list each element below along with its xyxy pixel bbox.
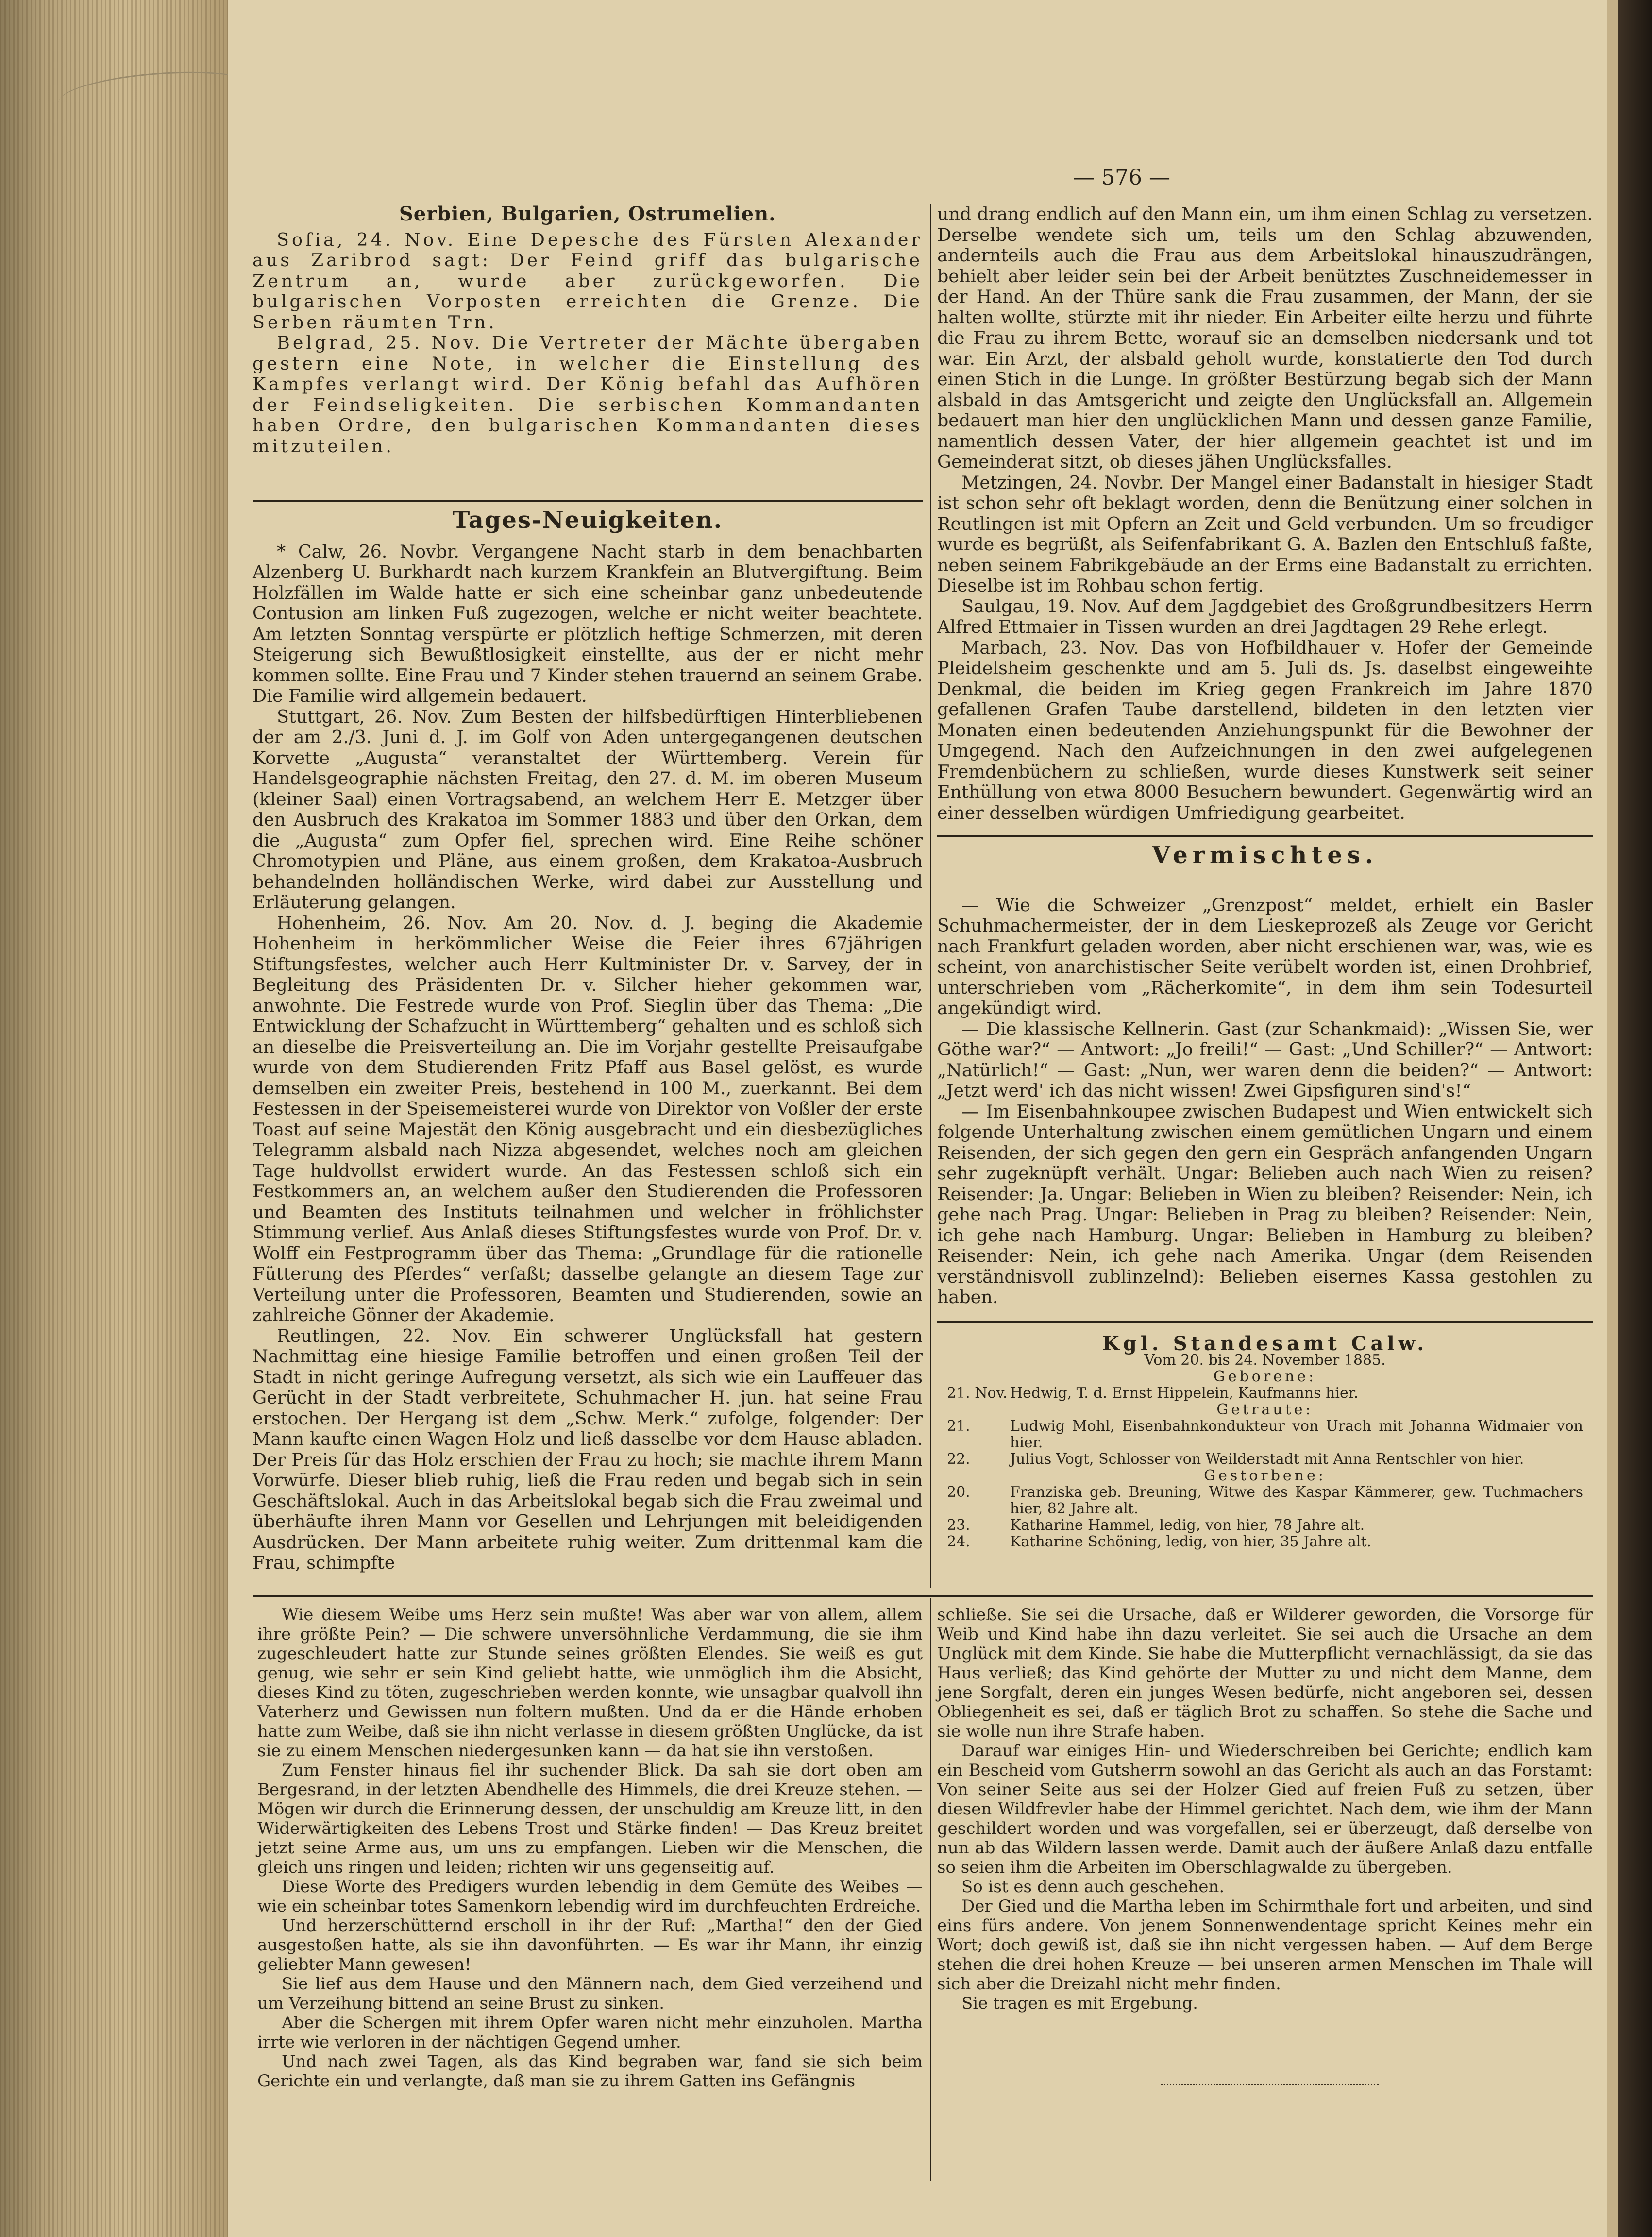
story-paragraph: Wie diesem Weibe ums Herz sein mußte! Was aber war von allem, allem ihre größte Pein? — Die schwere unversöhnliche Verdammung, die sie ihm zugeschleudert hatte zur Stunde seines größten Elendes. Sie weiß es gut genug, wie sehr er sein Kind geliebt hatte, wie unmöglich ihm die Absicht, dieses Kind zu töten, zugeschrieben werden konnte, wie unsagbar qualvoll ihn Vaterherz und Gewissen nun foltern mußten. Und da er die Hände erhoben hatte zum Weibe, daß sie ihn nicht verlasse in diesem größten Unglücke, da ist sie zu einem Menschen niedergesunken kann — da hat sie ihn verstoßen. bbox=[257, 1605, 923, 1761]
article-marbach: Marbach, 23. Nov. Das von Hofbildhauer v. Hofer der Gemeinde Pleidelsheim geschenkte und am 5. Juli ds. Js. daselbst eingeweihte Denkmal, die beiden im Krieg gegen Frankreich im Jahre 1870 gefallenen Grafen Taube darstellend, bildeten in den letzten vier Monaten einen bedeutenden Anziehungspunkt für die Bewohner der Umgegend. Nach den Aufzeichnungen in den zwei aufgelegenen Fremdenbüchern zu schließen, wurde dieses Kunstwerk seit seiner Enthüllung von etwa 8000 Besuchern bewundert. Gegenwärtig wird an einer desselben würdigen Umfriedigung gearbeitet. bbox=[937, 637, 1593, 823]
article-sofia: Sofia, 24. Nov. Eine Depesche des Fürsten Alexander aus Zaribrod sagt: Der Feind griff das bulgarische Zentrum an, wurde aber zurückgeworfen. Die bulgarischen Vorposten erreichten die Grenze. Die Serben räumten Trn. bbox=[253, 229, 923, 333]
heading-serbien: Serbien, Bulgarien, Ostrumelien. bbox=[399, 203, 776, 225]
story-paragraph: Der Gied und die Martha leben im Schirmthale fort und arbeiten, und sind eins fürs andere. Von jenem Sonnenwendentage spricht Keines mehr ein Wort; doch gewiß ist, daß sie ihn nicht vergessen haben. — Auf dem Berge stehen die drei hohen Kreuze — bei unseren armen Menschen im Thale will sich aber die Dreizahl nicht mehr finden. bbox=[937, 1897, 1593, 1994]
article-hohenheim: Hohenheim, 26. Nov. Am 20. Nov. d. J. beging die Akademie Hohenheim in herkömmlicher Weise die Feier ihres 67jährigen Stiftungsfestes, welcher auch Herr Kultminister Dr. v. Sarvey, der in Begleitung des Präsidenten Dr. v. Silcher hieher gekommen war, anwohnte. Die Festrede wurde von Prof. Sieglin über das Thema: „Die Entwicklung der Schafzucht in Württemberg“ gehalten und es schloß sich an dieselbe die Preisverteilung an. Die im Vorjahr gestellte Preisaufgabe wurde von dem Studierenden Fritz Pfaff aus Basel gelöst, es wurde demselben ein zweiter Preis, bestehend in 100 M., zuerkannt. Bei dem Festessen in der Speisemeisterei wurde von Direktor von Voßler der erste Toast auf seine Majestät den König ausgebracht und ein diesbezügliches Telegramm alsbald nach Nizza abgesendet, welches noch am gleichen Tage huldvollst erwidert wurde. An das Festessen schloß sich ein Festkommers an, an welchem außer den Studierenden die Professoren und Beamten des Instituts teilnahmen und welcher in fröhlichster Stimmung verlief. Aus Anlaß dieses Stiftungsfestes wurde von Prof. Dr. v. Wolff ein Festprogramm über das Thema: „Grundlage für die rationelle Fütterung des Pferdes“ verfaßt; dasselbe gelangte an diesem Tage zur Verteilung unter die Professoren, Beamten und Studierenden, sowie an zahlreiche Gönner der Akademie. bbox=[253, 912, 923, 1325]
register-title: Kgl. Standesamt Calw. bbox=[1102, 1332, 1428, 1355]
story-paragraph: Sie lief aus dem Hause und den Männern nach, dem Gied verzeihend und um Verzeihung bittend an seine Brust zu sinken. bbox=[257, 1974, 923, 2013]
rule-right-1 bbox=[937, 835, 1593, 837]
column-divider-top bbox=[930, 204, 931, 1588]
end-ornament bbox=[1161, 2084, 1379, 2085]
right-column-top bbox=[937, 204, 1593, 823]
story-paragraph: Und nach zwei Tagen, als das Kind begraben war, fand sie sich beim Gerichte ein und verlangte, daß man sie zu ihrem Gatten ins Gefängnis bbox=[257, 2052, 923, 2091]
article-calw: * Calw, 26. Novbr. Vergangene Nacht starb in dem benachbarten Alzenberg U. Burkhardt nach kurzem Krankfein an Blutvergiftung. Beim Holzfällen im Walde hatte er sich eine scheinbar ganz unbedeutende Contusion am linken Fuß zugezogen, welche er nicht weiter beachtete. Am letzten Sonntag verspürte er plötzlich heftige Schmerzen, mit deren Steigerung sich Bewußtlosigkeit einstellte, aus der er nicht mehr kommen sollte. Eine Frau und 7 Kinder stehen trauernd an seinem Grabe. Die Familie wird allgemein bedauert. bbox=[253, 541, 923, 706]
register-row: 23. Katharine Hammel, ledig, von hier, 78 Jahre alt. bbox=[947, 1517, 1365, 1534]
feuilleton-right bbox=[937, 1605, 1593, 2013]
story-paragraph: schließe. Sie sei die Ursache, daß er Wilderer geworden, die Vorsorge für Weib und Kind habe ihn dazu verleitet. Sie sei auch die Ursache an dem Unglück mit dem Kinde. Sie habe die Mutterpflicht vernachlässigt, da sie das Haus verließ; das Kind gehörte der Mutter zu und nicht dem Manne, dem jene Sorgfalt, deren ein junges Wesen bedürfe, nicht angeboren sei, dessen Obliegenheit es sei, daß er täglich Brot zu schaffen. So stehe die Sache und sie wolle nun ihre Strafe haben. bbox=[937, 1605, 1593, 1741]
newspaper-page bbox=[228, 0, 1607, 2237]
feuilleton-left bbox=[257, 1605, 923, 2091]
story-paragraph: Sie tragen es mit Ergebung. bbox=[961, 1994, 1198, 2013]
register-row: 20. Franziska geb. Breuning, Witwe des Kaspar Kämmerer, gew. Tuchmachers hier, 82 Jahre alt. bbox=[947, 1484, 1583, 1517]
rule-feuilleton bbox=[253, 1595, 1593, 1597]
article-belgrad: Belgrad, 25. Nov. Die Vertreter der Mächte übergaben gestern eine Note, in welcher die Einstellung des Kampfes verlangt wird. Der König befahl das Aufhören der Feindseligkeiten. Die serbischen Kommandanten haben Ordre, den bulgarischen Kommandanten dieses mitzuteilen. bbox=[253, 332, 923, 457]
article-reutlingen-cont: und drang endlich auf den Mann ein, um ihm einen Schlag zu versetzen. Derselbe wendete sich um, teils um den Schlag abzuwenden, andernteils auch die Frau aus dem Arbeitslokal hinauszudrängen, behielt aber leider sein bei der Arbeit benütztes Zuschneidemesser in der Hand. An der Thüre sank die Frau zusammen, der Mann, der sie halten wollte, stürzte mit ihr nieder. Ein Arbeiter eilte herzu und führte die Frau zu ihrem Bette, worauf sie an demselben niedersank und tot war. Ein Arzt, der alsbald geholt wurde, konstatierte den Tod durch einen Stich in die Lunge. In größter Bestürzung begab sich der Mann alsbald in das Amtsgericht und zeigte den Unglücksfall an. Allgemein bedauert man hier den unglücklichen Mann und dessen ganze Familie, namentlich dessen Vater, der hier allgemein geachtet ist und im Gemeinderat sitzt, ob dieses jähen Unglücksfalles. bbox=[937, 203, 1593, 472]
story-paragraph: Zum Fenster hinaus fiel ihr suchender Blick. Da sah sie dort oben am Bergesrand, in der letzten Abendhelle des Himmels, die drei Kreuze stehen. — Mögen wir durch die Erinnerung dessen, der unschuldig am Kreuze litt, in den Widerwärtigkeiten des Lebens Trost und Stärke finden! — Das Kreuz breitet jetzt seine Arme aus, um uns zu empfangen. Lieben wir die Menschen, die gleich uns ringen und leiden; richten wir uns gegenseitig auf. bbox=[257, 1761, 923, 1877]
right-column-misc bbox=[937, 842, 1593, 1308]
rule-right-2 bbox=[937, 1321, 1593, 1323]
article-reutlingen: Reutlingen, 22. Nov. Ein schwerer Unglücksfall hat gestern Nachmittag eine hiesige Familie betroffen und einen großen Teil der Stadt in nicht geringe Aufregung versetzt, als sich wie ein Lauffeuer das Gerücht in der Stadt verbreitete, Schuhmacher H. jun. hat seine Frau erstochen. Der Hergang ist dem „Schw. Merk.“ zufolge, folgender: Der Mann kaufte einen Wagen Holz und ließ dasselbe vor dem Hause abladen. Der Preis für das Holz erschien der Frau zu hoch; sie machte ihrem Mann Vorwürfe. Dieser blieb ruhig, ließ die Frau reden und begab sich in sein Geschäftslokal. Auch in das Arbeitslokal begab sich die Frau zweimal und überhäufte ihren Mann vor Gesellen und Lehrjungen mit beleidigenden Ausdrücken. Der Mann arbeitete ruhig weiter. Zum drittenmal kam die Frau, schimpfte bbox=[253, 1325, 923, 1573]
misc-grenzpost: — Wie die Schweizer „Grenzpost“ meldet, erhielt ein Basler Schuhmachermeister, der in dem Lieskeprozeß als Zeuge vor Gericht nach Frankfurt geladen worden, aber nicht erschienen war, was, wie es scheint, von anarchistischer Seite verübelt worden ist, einen Drohbrief, unterschrieben vom „Rächerkomite“, in dem ihm sein Todesurteil angekündigt wird. bbox=[937, 894, 1593, 1018]
article-metzingen: Metzingen, 24. Novbr. Der Mangel einer Badanstalt in hiesiger Stadt ist schon sehr oft beklagt worden, denn die Benützung einer solchen in Reutlingen ist mit Opfern an Zeit und Geld verbunden. Um so freudiger wurde es begrüßt, als Seifenfabrikant G. A. Bazlen den Entschluß faßte, neben seinem Fabrikgebäude an der Erms eine Badanstalt zu errichten. Dieselbe ist im Rohbau schon fertig. bbox=[937, 472, 1593, 596]
next-page-edge bbox=[1607, 0, 1618, 2237]
left-column-news bbox=[253, 507, 923, 1574]
register-row: 21. Nov. Hedwig, T. d. Ernst Hippelein, Kaufmanns hier. bbox=[947, 1385, 1359, 1402]
article-stuttgart: Stuttgart, 26. Nov. Zum Besten der hilfsbedürftigen Hinterbliebenen der am 2./3. Juni d. J. im Golf von Aden untergegangenen deutschen Korvette „Augusta“ veranstaltet der Württemberg. Verein für Handelsgeographie nächsten Freitag, den 27. d. M. im oberen Museum (kleiner Saal) einen Vortragsabend, an welchem Herr E. Metzger über den Ausbruch des Krakatoa im Sommer 1883 und über den Orkan, dem die „Augusta“ zum Opfer fiel, sprechen wird. Eine Reihe schöner Chromotypien und Pläne, aus einem großen, dem Krakatoa-Ausbruch behandelnden holländischen Werke, wird dabei zur Ausstellung und Erläuterung gelangen. bbox=[253, 706, 923, 913]
heading-vermischtes: Vermischtes. bbox=[1152, 842, 1378, 869]
misc-eisenbahn: — Im Eisenbahnkoupee zwischen Budapest und Wien entwickelt sich folgende Unterhaltung zwischen einem gemütlichen Ungarn und einem Reisenden, der sich gegen den gern ein Gespräch anfangenden Ungarn sehr zugeknüpft verhält. Ungar: Belieben auch nach Wien zu reisen? Reisender: Ja. Ungar: Belieben in Wien zu bleiben? Reisender: Nein, ich gehe nach Prag. Ungar: Belieben in Prag zu bleiben? Reisender: Nein, ich gehe nach Hamburg. Ungar: Belieben in Hamburg zu bleiben? Reisender: Nein, ich gehe nach Amerika. Ungar (dem Reisenden verständnisvoll zublinzelnd): Belieben eisernes Kassa gestohlen zu haben. bbox=[937, 1101, 1593, 1307]
misc-kellnerin: — Die klassische Kellnerin. Gast (zur Schankmaid): „Wissen Sie, wer Göthe war?“ — Antwort: „Jo freili!“ — Gast: „Und Schiller?“ — Antwort: „Natürlich!“ — Gast: „Nun, wer waren denn die beiden?“ — Antwort: „Jetzt werd' ich das nicht wissen! Zwei Gipsfiguren sind's!“ bbox=[937, 1018, 1593, 1101]
article-saulgau: Saulgau, 19. Nov. Auf dem Jagdgebiet des Großgrundbesitzers Herrn Alfred Ettmaier in Tissen wurden an drei Jagdtagen 29 Rehe erlegt. bbox=[937, 595, 1593, 637]
register-died-label: Gestorbene: bbox=[1204, 1467, 1326, 1484]
story-paragraph: Darauf war einiges Hin- und Wiederschreiben bei Gerichte; endlich kam ein Bescheid vom Gutsherrn sowohl an das Gericht als auch an das Forstamt: Von seiner Seite aus sei der Holzer Gied auf freien Fuß zu setzen, über diesen Wildfrevler habe der Himmel gerichtet. Nach dem, wie ihm der Mann geschildert worden und was vorgefallen, sei er überzeugt, daß derselbe von nun ab das Wildern lassen werde. Damit auch der äußere Anlaß dazu entfalle so seien ihm die Arbeiten im Oberschlagwalde zu übergeben. bbox=[937, 1741, 1593, 1877]
register-subtitle: Vom 20. bis 24. November 1885. bbox=[1144, 1352, 1386, 1369]
story-paragraph: Diese Worte des Predigers wurden lebendig in dem Gemüte des Weibes — wie ein scheinbar totes Samenkorn lebendig wird im durchfeuchten Erdreiche. bbox=[257, 1877, 923, 1916]
story-paragraph: Aber die Schergen mit ihrem Opfer waren nicht mehr einzuholen. Martha irrte wie verloren in der nächtigen Gegend umher. bbox=[257, 2013, 923, 2052]
register-married-label: Getraute: bbox=[1216, 1401, 1314, 1418]
heading-tages-neuigkeiten: Tages-Neuigkeiten. bbox=[452, 507, 723, 534]
story-paragraph: Und herzerschütternd erscholl in ihr der Ruf: „Martha!“ den der Gied ausgestoßen hatte, als sie ihn davonführten. — Es war ihr Mann, ihr einzig geliebter Mann gewesen! bbox=[257, 1916, 923, 1974]
register-row: 22. Julius Vogt, Schlosser von Weilderstadt mit Anna Rentschler von hier. bbox=[947, 1451, 1524, 1468]
register-row: 24. Katharine Schöning, ledig, von hier, 35 Jahre alt. bbox=[947, 1533, 1372, 1550]
column-divider-bottom bbox=[930, 1598, 931, 2181]
rule-left-1 bbox=[253, 500, 923, 502]
story-paragraph: So ist es denn auch geschehen. bbox=[961, 1877, 1225, 1897]
civil-register bbox=[947, 1332, 1583, 1550]
register-row: 21. Ludwig Mohl, Eisenbahnkondukteur von Urach mit Johanna Widmaier von hier. bbox=[947, 1418, 1583, 1451]
book-cover-edge bbox=[1618, 0, 1652, 2237]
page-number: — 576 — bbox=[1073, 165, 1170, 190]
register-born-label: Geborene: bbox=[1213, 1368, 1317, 1385]
left-column-top bbox=[253, 204, 923, 457]
book-spine bbox=[0, 0, 228, 2237]
